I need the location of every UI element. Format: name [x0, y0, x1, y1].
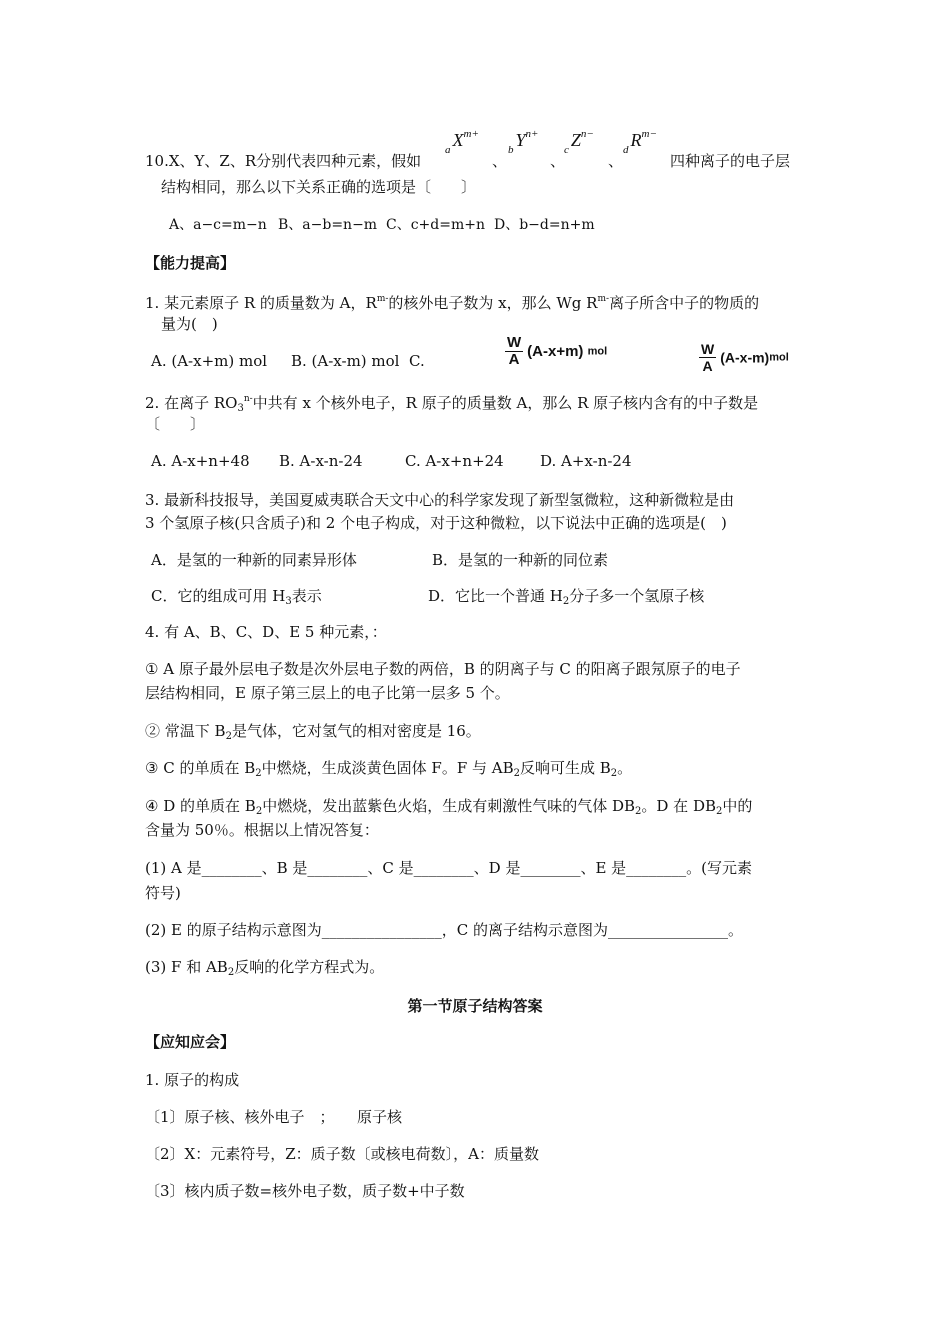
q1-option-c-fraction: $\frac{W}{A}$ (A-x+m) mol: [507, 334, 608, 368]
q3-option-c: C．它的组成可用 $H_3$表示: [151, 587, 322, 607]
answer-1-part-1: 〔1〕原子核、核外电子 ； 原子核: [145, 1108, 403, 1126]
q1-line2: 量为( ): [161, 315, 218, 333]
q2-option-d: D. A+x-n-24: [540, 452, 632, 470]
q3-option-b: B．是氢的一种新的同位素: [432, 551, 609, 569]
answer-1-part-3: 〔3〕核内质子数=核外电子数，质子数+中子数: [145, 1182, 465, 1200]
q4-part-3: (3) F 和 $AB_2$反响的化学方程式为。: [145, 958, 385, 978]
ion-x: $_a$ $X^{m+}$: [445, 128, 479, 156]
q3-line1: 3. 最新科技报导，美国夏威夷联合天文中心的科学家发现了新型氢微粒，这种新微粒是由: [145, 491, 735, 509]
q4-condition-4-line1: ④ D 的单质在 $B_2$中燃烧，发出蓝紫色火焰，生成有刺激性气味的气体 $DB_2$。D 在 $DB_2$中的: [145, 797, 753, 817]
ion-z: $_c$ $Z^{n-}$: [564, 128, 594, 156]
q10-option-c: C、c+d=m+n: [386, 217, 485, 233]
q3-line2: 3 个氢原子核(只含质子)和 2 个电子构成，对于这种微粒，以下说法中正确的选项是( ): [145, 514, 727, 532]
q2-line1: 2. 在离子 $RO_3^{n-}$中共有 x 个核外电子，R 原子的质量数 A，那么 R 原子核内含有的中子数是: [145, 394, 759, 414]
q3-option-d: D．它比一个普通 $H_2$分子多一个氢原子核: [428, 587, 705, 607]
q10-sep-3: 、: [608, 152, 624, 170]
section-know-heading: 【应知应会】: [145, 1033, 236, 1051]
q4-part-2: (2) E 的原子结构示意图为________________，C 的离子结构示意图为________________。: [145, 921, 743, 939]
q4-part-1-line2: 符号): [145, 884, 181, 902]
answer-1-part-2: 〔2〕X：元素符号，Z：质子数〔或核电荷数〕，A：质量数: [145, 1145, 539, 1163]
answers-title: 第一节原子结构答案: [407, 997, 543, 1015]
q4-intro: 4. 有 A、B、C、D、E 5 种元素，：: [145, 623, 387, 641]
q4-condition-2: ② 常温下 $B_2$是气体，它对氢气的相对密度是 16。: [145, 722, 481, 742]
section-ability-heading: 【能力提高】: [145, 254, 236, 272]
q4-part-1-line1: (1) A 是________、B 是________、C 是________、D 是________、E 是________。(写元素: [145, 859, 753, 877]
q10-suffix: 四种离子的电子层: [670, 152, 791, 170]
q1-option-b: B. (A-x-m) mol: [291, 352, 400, 370]
q4-condition-4-line2: 含量为 50％。根据以上情况答复：: [145, 821, 379, 839]
q4-condition-1-line2: 层结构相同，E 原子第三层上的电子比第一层多 5 个。: [145, 684, 510, 702]
q10-sep-1: 、: [492, 152, 508, 170]
ion-r: $_d$ $R^{m-}$: [623, 128, 657, 156]
q10-sep-2: 、: [550, 152, 566, 170]
q2-option-b: B. A-x-n-24: [279, 452, 363, 470]
q3-option-a: A．是氢的一种新的同素异形体: [151, 551, 357, 569]
q2-line2: 〔 〕: [145, 415, 206, 433]
q1-option-c-label: C.: [409, 352, 425, 370]
q1-option-d-fraction: $\frac{W}{A}$ (A-x-m)mol: [701, 341, 789, 374]
q4-condition-1-line1: ① A 原子最外层电子数是次外层电子数的两倍，B 的阴离子与 C 的阳离子跟氖原子的电子: [145, 660, 741, 678]
q1-line1: 1. 某元素原子 R 的质量数为 A，$R^{m-}$的核外电子数为 x，那么 Wg $R^{m-}$离子所含中子的物质的: [145, 294, 760, 312]
answer-1: 1. 原子的构成: [145, 1071, 240, 1089]
q10-option-a: A、a−c=m−n: [169, 217, 267, 233]
q1-option-a: A. (A-x+m) mol: [151, 352, 268, 370]
q10-option-d: D、b−d=n+m: [494, 217, 595, 233]
q2-option-c: C. A-x+n+24: [405, 452, 504, 470]
q10-prefix: 10.X、Y、Z、R分别代表四种元素，假如: [145, 152, 422, 170]
q10-line1: [145, 151, 421, 171]
q10-option-b: B、a−b=n−m: [278, 217, 378, 233]
q2-option-a: A. A-x+n+48: [151, 452, 250, 470]
q10-line2: 结构相同，那么以下关系正确的选项是〔 〕: [161, 178, 477, 196]
ion-y: $_b$ $Y^{n+}$: [508, 128, 539, 156]
q4-condition-3: ③ C 的单质在 $B_2$中燃烧，生成淡黄色固体 F。F 与 $AB_2$反响可生成 $B_2$。: [145, 759, 633, 779]
